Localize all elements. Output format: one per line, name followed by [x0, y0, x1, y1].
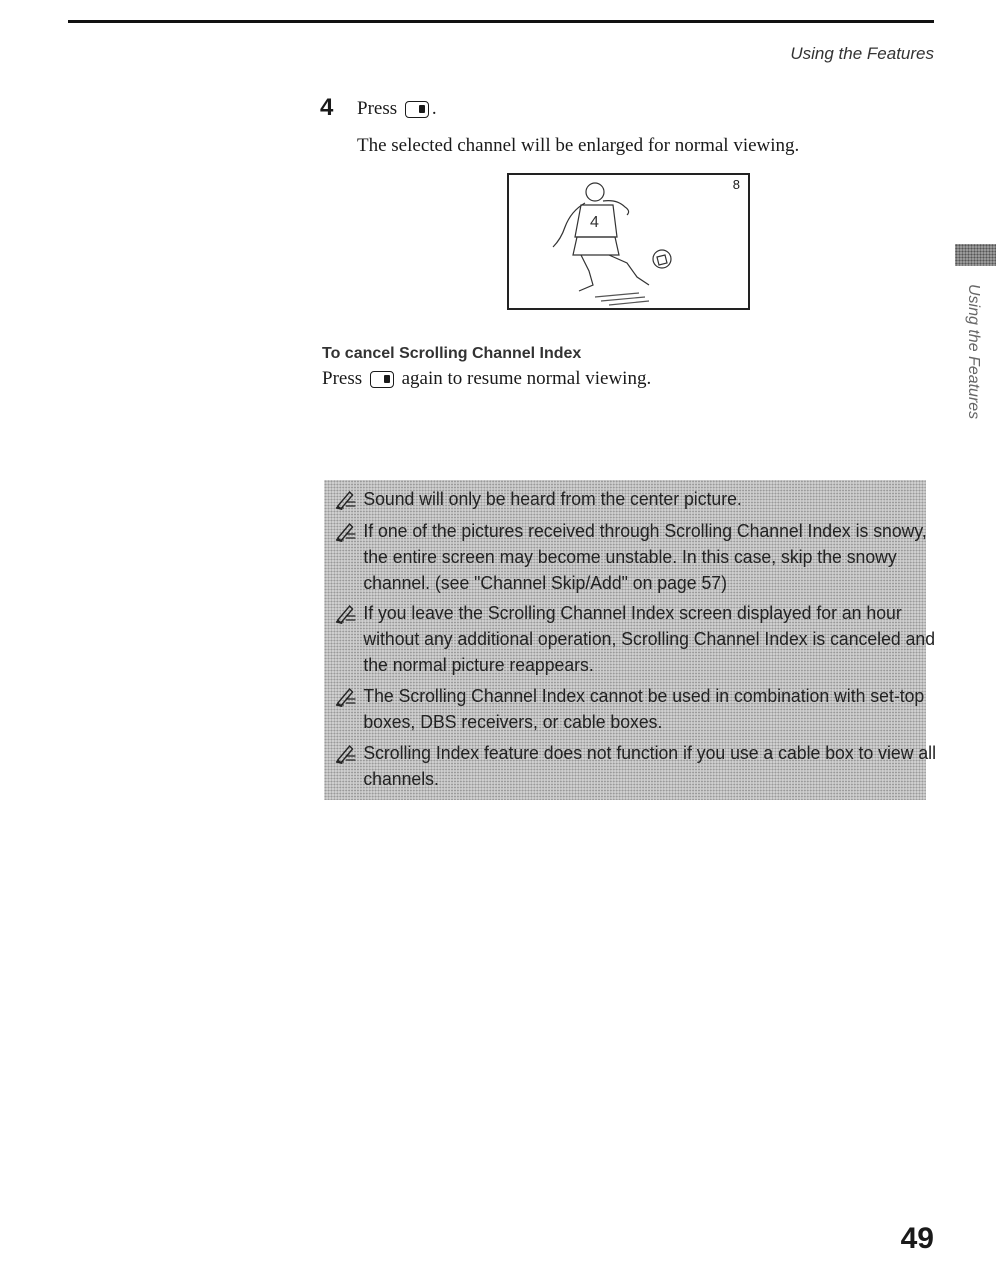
cancel-text-after: again to resume normal viewing.: [401, 368, 652, 389]
note-pencil-icon: [334, 520, 358, 542]
note-text: Sound will only be heard from the center picture.: [363, 489, 742, 509]
top-rule: [68, 20, 934, 23]
press-suffix: .: [431, 98, 437, 119]
note-text: If you leave the Scrolling Channel Index screen displayed for an hour without any additional operation, Scrolling Channel Index is canceled and the normal picture reappears.: [363, 603, 936, 675]
jersey-number: 4: [590, 214, 599, 231]
note-text: Scrolling Index feature does not function if you use a cable box to view all channels.: [363, 743, 937, 789]
step-instruction: [357, 98, 437, 120]
player-head: [586, 183, 604, 201]
note-item: [334, 683, 947, 735]
note-pencil-icon: [334, 742, 358, 764]
ground-lines: [595, 293, 649, 305]
running-head: Using the Features: [790, 44, 934, 63]
note-pencil-icon: [334, 602, 358, 624]
soccer-player-illustration: [509, 175, 748, 308]
side-tab-label: Using the Features: [965, 284, 982, 420]
soccer-ball: [653, 250, 671, 268]
cancel-section-text: [322, 368, 651, 390]
note-pencil-icon: [334, 685, 358, 707]
step-description: The selected channel will be enlarged for normal viewing.: [357, 135, 800, 156]
note-item: [334, 486, 947, 512]
player-left-leg: [579, 255, 593, 291]
page-number: 49: [900, 1222, 934, 1255]
player-right-arm: [603, 201, 629, 215]
note-item: [334, 600, 947, 678]
note-item: [334, 740, 947, 792]
step-number: 4: [320, 94, 334, 121]
index-button-icon: [405, 101, 429, 118]
tv-screen-figure: [507, 173, 750, 310]
cancel-press-label: Press: [322, 368, 363, 389]
note-item: [334, 518, 947, 596]
index-button-icon: [370, 371, 394, 388]
note-pencil-icon: [334, 488, 358, 510]
note-text: The Scrolling Channel Index cannot be used in combination with set-top boxes, DBS receivers, or cable boxes.: [363, 686, 925, 732]
cancel-section-title: To cancel Scrolling Channel Index: [322, 345, 582, 362]
channel-number: 8: [732, 177, 740, 192]
player-shorts: [573, 237, 619, 255]
side-tab-marker: [955, 244, 996, 266]
note-text: If one of the pictures received through Scrolling Channel Index is snowy, the entire screen may become unstable. In this case, skip the snowy channel. (see "Channel Skip/Add" on page 57): [363, 521, 927, 593]
notes-box: [324, 480, 937, 800]
ball-panel: [657, 255, 667, 265]
player-right-leg: [609, 255, 649, 285]
press-label: Press: [357, 98, 398, 119]
